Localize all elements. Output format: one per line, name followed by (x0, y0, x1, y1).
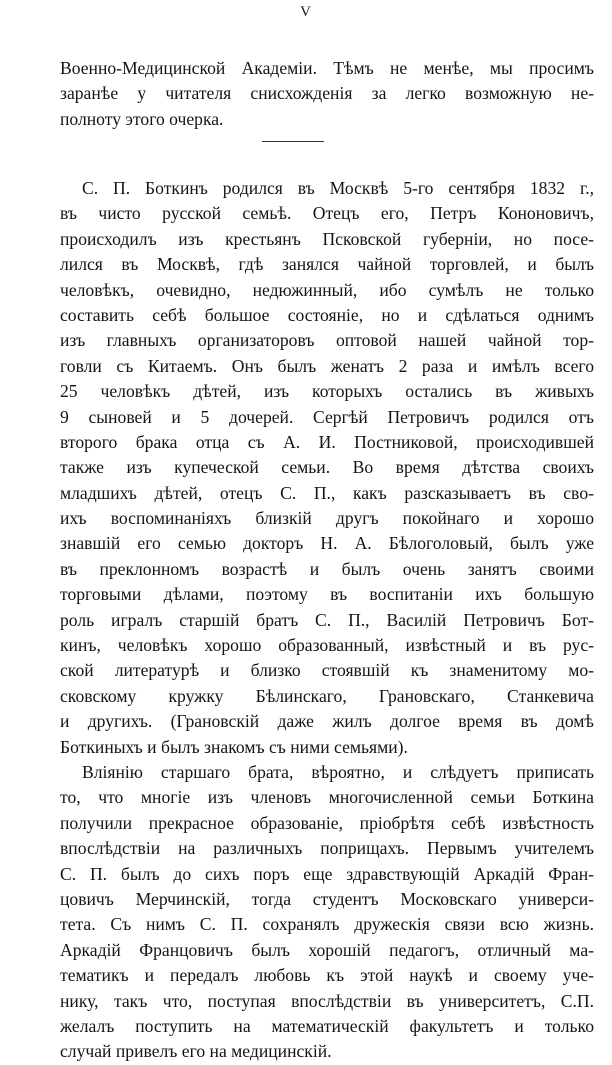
section-divider (262, 141, 324, 142)
intro-paragraph (60, 56, 594, 132)
text-line: знавшій его семью докторъ Н. А. Бѣлоголовый, былъ уже (60, 533, 594, 554)
text-line: цовичъ Мерчинскій, тогда студентъ Московскаго универси- (60, 888, 594, 909)
text-line: 25 человѣкъ дѣтей, изъ которыхъ остались въ живыхъ (60, 381, 594, 402)
text-line: также изъ купеческой семьи. Во время дѣтства своихъ (60, 457, 594, 478)
text-line: въ чисто русской семьѣ. Отецъ его, Петръ Кононовичъ, (60, 203, 594, 224)
text-line: заранѣе у читателя снисхожденія за легко возможную не- (60, 83, 594, 104)
text-line: говли съ Китаемъ. Онъ былъ женатъ 2 раза и имѣлъ всего (60, 355, 594, 376)
text-line: 9 сыновей и 5 дочерей. Сергѣй Петровичъ родился отъ (60, 406, 594, 427)
text-line: С. П. былъ до сихъ поръ еще здравствующій Аркадій Фран- (60, 863, 594, 884)
text-line: въ преклонномъ возрастѣ и былъ очень занятъ своими (60, 558, 594, 579)
text-line: Вліянію старшаго брата, вѣроятно, и слѣдуетъ приписать (82, 761, 594, 782)
text-line: второго брака отца съ А. И. Постниковой, происходившей (60, 431, 594, 452)
text-line: Боткиныхъ и былъ знакомъ съ ними семьями). (60, 736, 408, 757)
text-line: получили прекрасное образованіе, пріобрѣтя себѣ извѣстность (60, 812, 594, 833)
text-line: С. П. Боткинъ родился въ Москвѣ 5-го сентября 1832 г., (82, 178, 594, 198)
text-line: желалъ поступить на математическій факультетъ и только (60, 1015, 594, 1036)
text-line: впослѣдствіи на различныхъ поприщахъ. Первымъ учителемъ (60, 838, 594, 859)
text-line: то, что многіе изъ членовъ многочисленной семьи Боткина (60, 787, 594, 808)
text-line: полноту этого очерка. (60, 108, 224, 129)
text-line: ихъ воспоминаніяхъ близкій другъ покойнаго и хорошо (60, 508, 594, 529)
body-text (60, 176, 594, 1065)
text-line: Военно-Медицинской Академіи. Тѣмъ не менѣе, мы просимъ (60, 58, 594, 78)
text-line: человѣкъ, очевидно, недюжинный, ибо сумѣлъ не только (60, 279, 594, 300)
text-line: роль игралъ старшій братъ С. П., Василій Петровичъ Бот- (60, 609, 594, 630)
text-line: лился въ Москвѣ, гдѣ занялся чайной торговлей, и былъ (60, 254, 594, 275)
page-number: V (300, 4, 312, 20)
text-line: торговыми дѣлами, поэтому въ воспитаніи ихъ большую (60, 584, 594, 605)
text-line: тета. Съ нимъ С. П. сохранялъ дружескія связи всю жизнь. (60, 914, 594, 935)
text-line: составить себѣ большое состояніе, но и сдѣлаться однимъ (60, 304, 594, 325)
text-line: сковскому кружку Бѣлинскаго, Грановскаго, Станкевича (60, 685, 594, 706)
text-line: и другихъ. (Грановскій даже жилъ долгое время въ домѣ (60, 711, 594, 732)
text-line: Аркадій Францовичъ былъ хорошій педагогъ, отличный ма- (60, 939, 594, 960)
text-line: младшихъ дѣтей, отецъ С. П., какъ разсказываетъ въ свo- (60, 482, 594, 503)
text-line: ской литературѣ и близко стоявшій къ знаменитому мо- (60, 660, 594, 681)
text-line: изъ главныхъ организаторовъ оптовой нашей чайной тор- (60, 330, 594, 351)
text-line: нику, такъ что, поступая впослѣдствіи въ университетъ, С.П. (60, 990, 594, 1011)
text-line: тематикъ и передалъ любовь къ этой наукѣ и своему учe- (60, 965, 594, 986)
text-line: случай привелъ его на медицинскій. (60, 1041, 332, 1062)
text-line: происходилъ изъ крестьянъ Псковской губерніи, но посе- (60, 228, 594, 249)
text-line: кинъ, человѣкъ хорошо образованный, извѣстный и въ рус- (60, 635, 594, 656)
